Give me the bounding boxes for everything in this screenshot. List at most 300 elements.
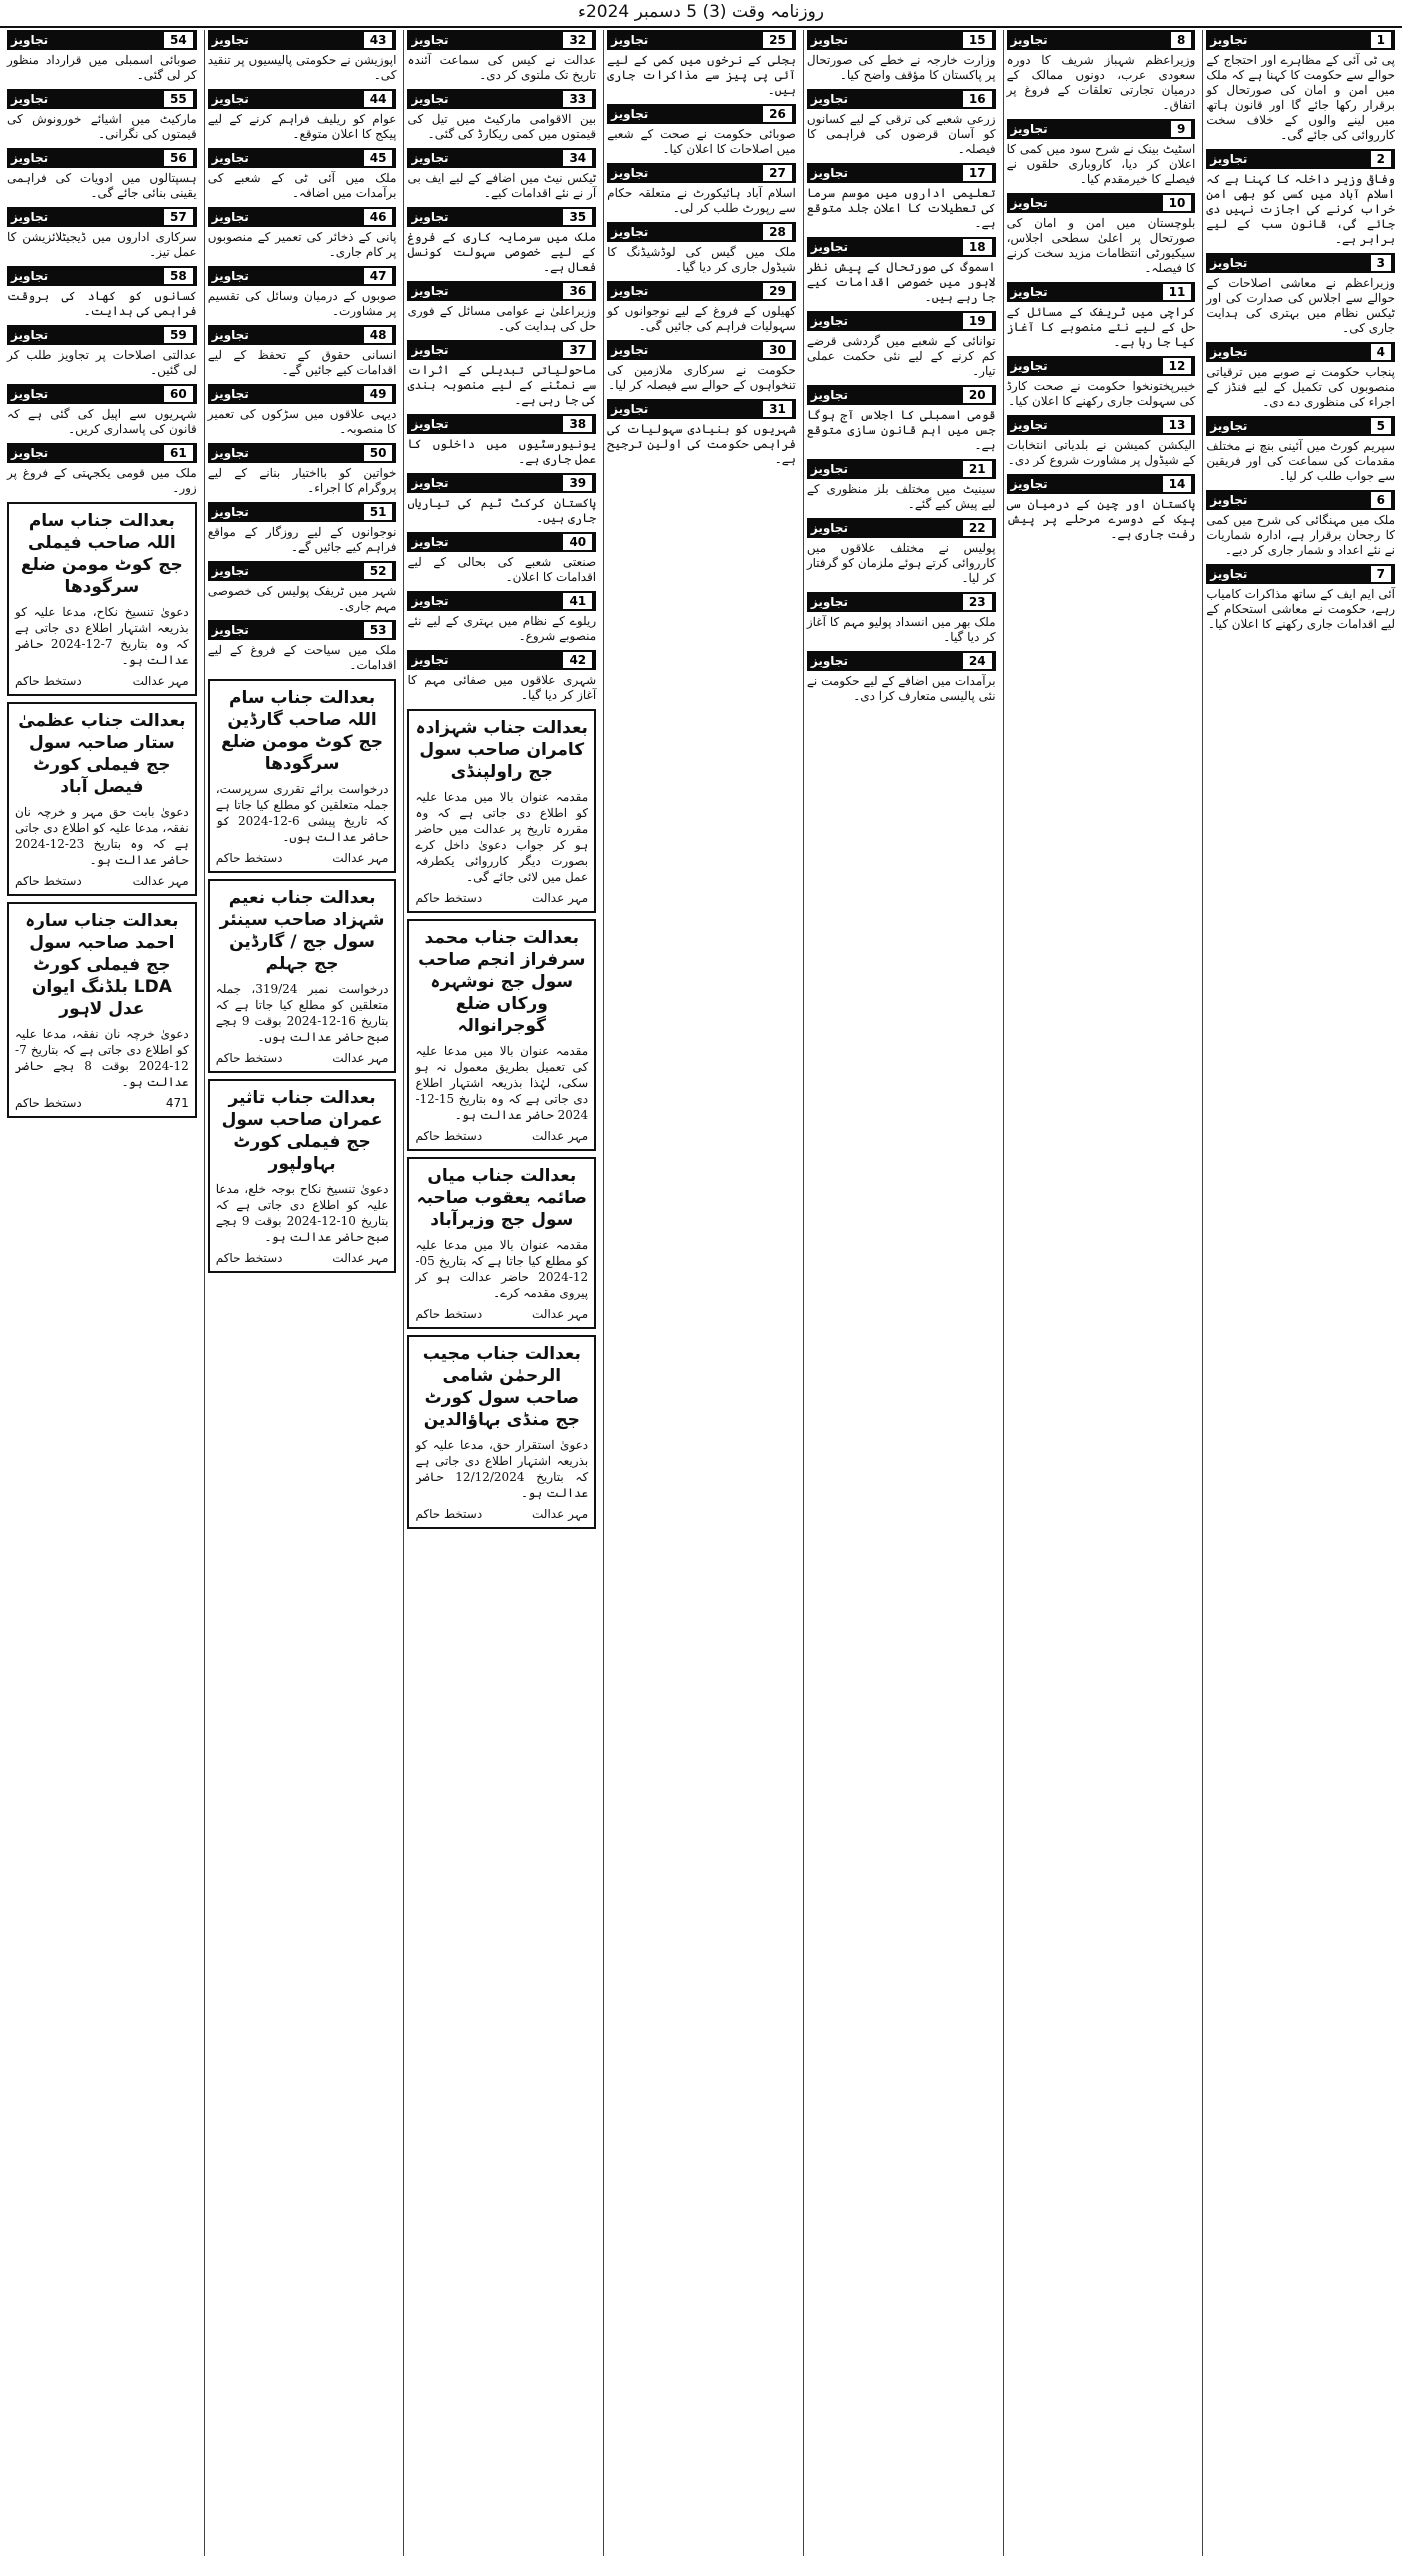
news-item: [407, 148, 596, 201]
item-header: [807, 237, 996, 257]
column-6: [204, 30, 400, 2556]
notice-footer-left: دستخط حاکم: [15, 674, 82, 688]
item-number: 54: [164, 32, 193, 48]
item-section-label: تجاویز: [411, 210, 449, 224]
notice-title: بعدالت جناب نعیم شہزاد صاحب سینئر سول جج / گارڈین جج جہلم: [219, 888, 385, 974]
news-item: [1206, 149, 1395, 247]
item-header: [807, 311, 996, 331]
notice-footer: [415, 1507, 588, 1521]
item-text: حکومت نے سرکاری ملازمین کی تنخواہوں کے حوالے سے فیصلہ کر لیا۔: [607, 363, 796, 392]
item-number: 22: [963, 520, 992, 536]
court-notice: [407, 919, 596, 1151]
item-number: 42: [563, 652, 592, 668]
item-section-label: تجاویز: [211, 151, 249, 165]
item-section-label: تجاویز: [411, 92, 449, 106]
item-header: [1007, 356, 1196, 376]
item-header: [607, 30, 796, 50]
item-text: پولیس نے مختلف علاقوں میں کارروائی کرتے ہوئے ملزمان کو گرفتار کر لیا۔: [806, 541, 996, 585]
news-item: [407, 650, 596, 703]
item-number: 50: [364, 445, 393, 461]
item-header: [208, 561, 397, 581]
item-number: 20: [963, 387, 992, 403]
item-header: [407, 473, 596, 493]
item-number: 60: [164, 386, 193, 402]
notice-body: دعویٰ استقرار حق، مدعا علیہ کو بذریعہ اشتہار اطلاع دی جاتی ہے کہ بتاریخ 12/12/2024 حاضر عدالت ہو۔: [415, 1438, 589, 1500]
item-text: پاکستان کرکٹ ٹیم کی تیاریاں جاری ہیں۔: [407, 496, 597, 525]
news-item: [807, 163, 996, 231]
item-header: [7, 30, 197, 50]
item-header: [1007, 474, 1196, 494]
masthead-title: روزنامہ وقت (3) 5 دسمبر 2024ء: [577, 2, 824, 22]
item-header: [407, 148, 596, 168]
item-text: نوجوانوں کے لیے روزگار کے مواقع فراہم کیے جائیں گے۔: [207, 525, 397, 554]
item-text: ملک میں آئی ٹی کے شعبے کی برآمدات میں اضافہ۔: [207, 171, 397, 200]
item-section-label: تجاویز: [211, 387, 249, 401]
item-text: عوام کو ریلیف فراہم کرنے کے لیے پیکج کا اعلان متوقع۔: [207, 112, 397, 141]
item-text: ہسپتالوں میں ادویات کی فراہمی یقینی بنائی جائے گی۔: [7, 171, 197, 200]
item-text: ملک میں سرمایہ کاری کے فروغ کے لیے خصوصی سہولت کونسل فعال ہے۔: [407, 230, 597, 274]
notice-footer-left: دستخط حاکم: [415, 1307, 483, 1321]
news-item: [7, 384, 197, 437]
news-item: [1007, 474, 1196, 542]
court-notice: [208, 879, 397, 1073]
court-notice: [7, 702, 197, 896]
item-text: وزیراعلیٰ نے عوامی مسائل کے فوری حل کی ہدایت کی۔: [407, 304, 597, 333]
notice-title: بعدالت جناب تاثیر عمران صاحب سول جج فیملی کورٹ بہاولپور: [221, 1088, 383, 1174]
item-number: 24: [963, 653, 992, 669]
item-header: [407, 30, 596, 50]
item-text: پنجاب حکومت نے صوبے میں ترقیاتی منصوبوں کی تکمیل کے لیے فنڈز کے اجراء کی منظوری دے دی۔: [1206, 365, 1395, 409]
notice-footer: [216, 851, 389, 865]
item-text: وزیراعظم نے معاشی اصلاحات کے حوالے سے اجلاس کی صدارت کی اور ٹیکس نظام میں بہتری کی ہدایت جاری کی۔: [1206, 276, 1395, 335]
item-number: 46: [364, 209, 393, 225]
item-header: [1007, 282, 1196, 302]
court-notice: [208, 679, 397, 873]
item-header: [208, 30, 397, 50]
item-header: [7, 89, 197, 109]
item-number: 9: [1171, 121, 1191, 137]
item-header: [7, 207, 197, 227]
news-item: [407, 281, 596, 334]
item-number: 43: [364, 32, 393, 48]
item-text: برآمدات میں اضافے کے لیے حکومت نے نئی پالیسی متعارف کرا دی۔: [806, 674, 996, 703]
item-number: 2: [1371, 151, 1391, 167]
news-item: [7, 89, 197, 142]
column-7: [4, 30, 200, 2556]
item-number: 11: [1163, 284, 1192, 300]
item-section-label: تجاویز: [411, 284, 449, 298]
item-text: اسلام آباد ہائیکورٹ نے متعلقہ حکام سے رپورٹ طلب کر لی۔: [607, 186, 796, 215]
item-section-label: تجاویز: [810, 595, 848, 609]
item-section-label: تجاویز: [211, 446, 249, 460]
item-header: [208, 443, 397, 463]
item-section-label: تجاویز: [11, 387, 49, 401]
notice-footer-left: دستخط حاکم: [215, 851, 283, 865]
item-number: 26: [763, 106, 792, 122]
item-header: [208, 207, 397, 227]
masthead: [0, 0, 1402, 28]
news-item: [1007, 356, 1196, 409]
item-header: [208, 148, 397, 168]
item-text: صوبائی حکومت نے صحت کے شعبے میں اصلاحات کا اعلان کیا۔: [607, 127, 796, 156]
item-header: [607, 340, 796, 360]
item-header: [807, 30, 996, 50]
item-text: خواتین کو بااختیار بنانے کے لیے پروگرام کا اجراء۔: [207, 466, 397, 495]
item-number: 36: [563, 283, 592, 299]
item-section-label: تجاویز: [1010, 418, 1048, 432]
item-header: [407, 207, 596, 227]
item-header: [407, 650, 596, 670]
item-header: [807, 518, 996, 538]
item-number: 3: [1371, 255, 1391, 271]
item-text: قومی اسمبلی کا اجلاس آج ہوگا جس میں اہم قانون سازی متوقع ہے۔: [806, 408, 996, 452]
item-number: 12: [1163, 358, 1192, 374]
item-number: 39: [563, 475, 592, 491]
item-header: [1206, 253, 1395, 273]
item-text: مارکیٹ میں اشیائے خورونوش کی قیمتوں کی نگرانی۔: [7, 112, 197, 141]
notice-body: مقدمہ عنوان بالا میں مدعا علیہ کو اطلاع دی جاتی ہے کہ وہ مقررہ تاریخ پر عدالت میں حاضر ہو کر جواب دعویٰ داخل کرے بصورت دیگر کارروائی یکطرفہ عمل میں لائی جائے گی۔: [415, 790, 589, 884]
notice-footer-left: دستخط حاکم: [215, 1251, 283, 1265]
item-number: 61: [164, 445, 193, 461]
notice-footer-right: مہر عدالت: [332, 1051, 389, 1065]
notice-body: درخواست برائے تقرری سرپرست، جملہ متعلقین کو مطلع کیا جاتا ہے کہ تاریخ پیشی 6-12-2024 کو حاضر عدالت ہوں۔: [215, 782, 389, 844]
news-item: [208, 148, 397, 201]
item-header: [607, 281, 796, 301]
item-header: [807, 651, 996, 671]
item-text: شہریوں سے اپیل کی گئی ہے کہ قانون کی پاسداری کریں۔: [7, 407, 197, 436]
item-header: [7, 266, 197, 286]
item-section-label: تجاویز: [810, 462, 848, 476]
news-item: [807, 237, 996, 305]
item-header: [407, 532, 596, 552]
item-section-label: تجاویز: [611, 33, 649, 47]
notice-title: بعدالت جناب سام اللہ صاحب گارڈین جج کوٹ مومن ضلع سرگودھا: [221, 688, 384, 774]
court-notice: [407, 1335, 596, 1529]
item-text: صوبائی اسمبلی میں قرارداد منظور کر لی گئی۔: [7, 53, 197, 82]
item-text: ریلوے کے نظام میں بہتری کے لیے نئے منصوبے شروع۔: [407, 614, 597, 643]
item-number: 30: [763, 342, 792, 358]
item-section-label: تجاویز: [411, 343, 449, 357]
item-number: 47: [364, 268, 393, 284]
news-item: [7, 207, 197, 260]
news-item: [1206, 253, 1395, 336]
item-header: [208, 620, 397, 640]
news-item: [407, 340, 596, 408]
notice-body: دعویٰ تنسیخ نکاح بوجہ خلع، مدعا علیہ کو اطلاع دی جاتی ہے کہ بتاریخ 10-12-2024 بوقت 9 بجے صبح حاضر عدالت ہو۔: [215, 1182, 389, 1244]
item-text: ملک میں مہنگائی کی شرح میں کمی کا رجحان برقرار ہے، ادارہ شماریات نے نئے اعداد و شمار جاری کر دیے۔: [1206, 513, 1395, 557]
news-item: [7, 266, 197, 319]
item-section-label: تجاویز: [1210, 152, 1248, 166]
column-1: [1202, 30, 1398, 2556]
item-text: عدالتی اصلاحات پر تجاویز طلب کر لی گئیں۔: [7, 348, 197, 377]
item-number: 59: [164, 327, 193, 343]
notice-footer-left: دستخط حاکم: [415, 1129, 483, 1143]
news-item: [407, 414, 596, 467]
item-text: بین الاقوامی مارکیٹ میں تیل کی قیمتوں میں کمی ریکارڈ کی گئی۔: [407, 112, 597, 141]
item-text: یونیورسٹیوں میں داخلوں کا عمل جاری ہے۔: [407, 437, 597, 466]
item-section-label: تجاویز: [11, 151, 49, 165]
court-notice: [7, 902, 197, 1118]
news-item: [807, 385, 996, 453]
item-number: 10: [1163, 195, 1192, 211]
item-section-label: تجاویز: [411, 594, 449, 608]
news-item: [807, 459, 996, 512]
newspaper-page: [4, 30, 1398, 2556]
notice-footer-right: مہر عدالت: [532, 1307, 589, 1321]
item-number: 38: [563, 416, 592, 432]
item-number: 23: [963, 594, 992, 610]
item-section-label: تجاویز: [1210, 493, 1248, 507]
item-header: [7, 384, 197, 404]
notice-footer: [216, 1251, 389, 1265]
item-text: توانائی کے شعبے میں گردشی قرضے کم کرنے کے لیے نئی حکمت عملی تیار۔: [806, 334, 996, 378]
news-item: [807, 311, 996, 379]
item-section-label: تجاویز: [211, 505, 249, 519]
item-section-label: تجاویز: [1210, 345, 1248, 359]
item-text: پاکستان اور چین کے درمیان سی پیک کے دوسرے مرحلے پر پیش رفت جاری ہے۔: [1006, 497, 1196, 541]
news-item: [1206, 564, 1395, 632]
notice-footer-left: دستخط حاکم: [15, 874, 82, 888]
item-section-label: تجاویز: [1210, 567, 1248, 581]
item-text: ماحولیاتی تبدیلی کے اثرات سے نمٹنے کے لیے منصوبہ بندی کی جا رہی ہے۔: [407, 363, 597, 407]
item-number: 48: [364, 327, 393, 343]
item-text: کراچی میں ٹریفک کے مسائل کے حل کے لیے نئے منصوبے کا آغاز کیا جا رہا ہے۔: [1006, 305, 1196, 349]
item-header: [208, 384, 397, 404]
item-header: [807, 592, 996, 612]
item-header: [807, 459, 996, 479]
item-section-label: تجاویز: [411, 535, 449, 549]
news-item: [607, 163, 796, 216]
news-item: [607, 222, 796, 275]
news-item: [407, 30, 596, 83]
item-number: 19: [963, 313, 992, 329]
news-item: [1206, 342, 1395, 410]
news-item: [208, 384, 397, 437]
item-number: 27: [763, 165, 792, 181]
item-header: [1206, 490, 1395, 510]
item-header: [407, 591, 596, 611]
notice-footer: [415, 1307, 588, 1321]
item-text: تعلیمی اداروں میں موسم سرما کی تعطیلات کا اعلان جلد متوقع ہے۔: [806, 186, 996, 230]
item-header: [208, 266, 397, 286]
news-item: [807, 89, 996, 157]
item-section-label: تجاویز: [1010, 285, 1048, 299]
item-number: 21: [963, 461, 992, 477]
court-notice: [208, 1079, 397, 1273]
item-number: 16: [963, 91, 992, 107]
item-section-label: تجاویز: [11, 328, 49, 342]
item-header: [1206, 416, 1395, 436]
item-number: 13: [1163, 417, 1192, 433]
notice-footer-left: دستخط حاکم: [15, 1096, 82, 1110]
item-number: 40: [563, 534, 592, 550]
notice-footer: [415, 891, 588, 905]
notice-footer-right: مہر عدالت: [532, 1507, 589, 1521]
item-section-label: تجاویز: [810, 240, 848, 254]
item-text: اپوزیشن نے حکومتی پالیسیوں پر تنقید کی۔: [207, 53, 397, 82]
item-text: انسانی حقوق کے تحفظ کے لیے اقدامات کیے جائیں گے۔: [207, 348, 397, 377]
item-header: [1007, 193, 1196, 213]
item-number: 18: [963, 239, 992, 255]
news-item: [7, 325, 197, 378]
item-section-label: تجاویز: [611, 166, 649, 180]
item-header: [1007, 119, 1196, 139]
item-number: 55: [164, 91, 193, 107]
news-item: [208, 443, 397, 496]
item-header: [407, 340, 596, 360]
notice-body: دعویٰ بابت حق مہر و خرچہ نان نفقہ، مدعا علیہ کو اطلاع دی جاتی ہے کہ وہ بتاریخ 23-12-2024 حاضر عدالت ہو۔: [15, 805, 189, 867]
item-text: کھیلوں کے فروغ کے لیے نوجوانوں کو سہولیات فراہم کی جائیں گی۔: [607, 304, 796, 333]
item-header: [7, 443, 197, 463]
item-text: وزارت خارجہ نے خطے کی صورتحال پر پاکستان کا مؤقف واضح کیا۔: [806, 53, 996, 82]
news-item: [208, 30, 397, 83]
item-section-label: تجاویز: [810, 92, 848, 106]
item-text: صنعتی شعبے کی بحالی کے لیے اقدامات کا اعلان۔: [407, 555, 597, 584]
notice-footer-left: دستخط حاکم: [415, 891, 483, 905]
item-section-label: تجاویز: [411, 417, 449, 431]
item-text: اسٹیٹ بینک نے شرح سود میں کمی کا اعلان کر دیا، کاروباری حلقوں نے فیصلے کا خیرمقدم کیا۔: [1006, 142, 1196, 186]
news-item: [7, 443, 197, 496]
item-section-label: تجاویز: [810, 388, 848, 402]
court-notice: [407, 1157, 596, 1329]
item-number: 4: [1371, 344, 1391, 360]
item-header: [208, 325, 397, 345]
news-item: [407, 207, 596, 275]
news-item: [208, 502, 397, 555]
item-section-label: تجاویز: [611, 225, 649, 239]
news-item: [607, 104, 796, 157]
notice-title: بعدالت جناب شہزادہ کامران صاحب سول جج راولپنڈی: [415, 718, 588, 782]
item-section-label: تجاویز: [11, 210, 49, 224]
column-3: [803, 30, 999, 2556]
item-section-label: تجاویز: [11, 446, 49, 460]
news-item: [7, 30, 197, 83]
news-item: [807, 651, 996, 704]
item-number: 58: [164, 268, 193, 284]
item-header: [1206, 564, 1395, 584]
item-header: [807, 89, 996, 109]
item-section-label: تجاویز: [611, 284, 649, 298]
item-section-label: تجاویز: [11, 92, 49, 106]
item-text: وزیراعظم شہباز شریف کا دورہ سعودی عرب، دونوں ممالک کے درمیان تجارتی تعلقات کے فروغ پر اتفاق۔: [1006, 53, 1196, 112]
notice-title: بعدالت جناب سارہ احمد صاحبہ سول جج فیملی کورٹ LDA بلڈنگ ایوان عدل لاہور: [25, 911, 179, 1019]
news-item: [407, 473, 596, 526]
item-number: 35: [563, 209, 592, 225]
item-text: شہری علاقوں میں صفائی مہم کا آغاز کر دیا گیا۔: [407, 673, 597, 702]
notice-title: بعدالت جناب محمد سرفراز انجم صاحب سول جج نوشہرہ ورکاں ضلع گوجرانوالہ: [418, 928, 586, 1036]
item-text: بلوچستان میں امن و امان کی صورتحال پر اعلیٰ سطحی اجلاس، سیکیورٹی انتظامات مزید سخت کرنے کا فیصلہ۔: [1006, 216, 1196, 275]
item-header: [607, 104, 796, 124]
item-section-label: تجاویز: [211, 210, 249, 224]
item-number: 15: [963, 32, 992, 48]
news-item: [1007, 30, 1196, 113]
notice-footer-left: دستخط حاکم: [415, 1507, 483, 1521]
item-section-label: تجاویز: [211, 33, 249, 47]
item-section-label: تجاویز: [1010, 477, 1048, 491]
item-text: اسموگ کی صورتحال کے پیش نظر لاہور میں خصوصی اقدامات کیے جا رہے ہیں۔: [806, 260, 996, 304]
item-header: [1007, 30, 1196, 50]
court-notice: [407, 709, 596, 913]
item-number: 37: [563, 342, 592, 358]
item-number: 14: [1163, 476, 1192, 492]
item-text: سپریم کورٹ میں آئینی بنچ نے مختلف مقدمات کی سماعت کی اور فریقین سے جواب طلب کر لیا۔: [1206, 439, 1395, 483]
item-header: [1206, 149, 1395, 169]
item-section-label: تجاویز: [611, 343, 649, 357]
item-number: 33: [563, 91, 592, 107]
notice-footer: [15, 674, 189, 688]
news-item: [407, 591, 596, 644]
item-section-label: تجاویز: [611, 402, 649, 416]
item-text: ملک میں گیس کی لوڈشیڈنگ کا شیڈول جاری کر دیا گیا۔: [607, 245, 796, 274]
news-item: [1206, 30, 1395, 143]
item-text: عدالت نے کیس کی سماعت آئندہ تاریخ تک ملتوی کر دی۔: [407, 53, 597, 82]
notice-footer: [15, 874, 189, 888]
item-section-label: تجاویز: [1010, 33, 1048, 47]
item-section-label: تجاویز: [1010, 359, 1048, 373]
item-number: 45: [364, 150, 393, 166]
item-text: ملک میں سیاحت کے فروغ کے لیے اقدامات۔: [207, 643, 397, 672]
item-text: ٹیکس نیٹ میں اضافے کے لیے ایف بی آر نے نئے اقدامات کیے۔: [407, 171, 597, 200]
notice-title: بعدالت جناب میاں صائمہ یعقوب صاحبہ سول جج وزیرآباد: [416, 1166, 587, 1230]
column-2: [1003, 30, 1199, 2556]
item-number: 34: [563, 150, 592, 166]
item-section-label: تجاویز: [211, 564, 249, 578]
item-number: 6: [1371, 492, 1391, 508]
item-section-label: تجاویز: [411, 653, 449, 667]
item-number: 5: [1371, 418, 1391, 434]
item-text: ملک بھر میں انسداد پولیو مہم کا آغاز کر دیا گیا۔: [806, 615, 996, 644]
notice-footer-right: مہر عدالت: [332, 1251, 389, 1265]
item-section-label: تجاویز: [1010, 122, 1048, 136]
item-header: [607, 163, 796, 183]
item-section-label: تجاویز: [411, 33, 449, 47]
news-item: [208, 207, 397, 260]
news-item: [208, 561, 397, 614]
item-number: 7: [1371, 566, 1391, 582]
notice-title: بعدالت جناب مجیب الرحمٰن شامی صاحب سول کورٹ جج منڈی بہاؤالدین: [422, 1344, 581, 1430]
item-section-label: تجاویز: [11, 33, 49, 47]
notice-title: بعدالت جناب عظمیٰ ستار صاحبہ سول جج فیملی کورٹ فیصل آباد: [18, 711, 186, 797]
news-item: [208, 325, 397, 378]
news-item: [407, 532, 596, 585]
notice-footer-left: دستخط حاکم: [215, 1051, 283, 1065]
item-text: ملک میں قومی یکجہتی کے فروغ پر زور۔: [7, 466, 197, 495]
news-item: [807, 518, 996, 586]
news-item: [1007, 282, 1196, 350]
item-section-label: تجاویز: [211, 269, 249, 283]
item-header: [607, 222, 796, 242]
item-text: شہریوں کو بنیادی سہولیات کی فراہمی حکومت کی اولین ترجیح ہے۔: [607, 422, 796, 466]
news-item: [607, 399, 796, 467]
item-text: وفاقی وزیر داخلہ کا کہنا ہے کہ اسلام آباد میں کسی کو بھی امن خراب کرنے کی اجازت نہیں دی جائے گی، قانون سب کے لیے برابر ہے۔: [1206, 172, 1395, 246]
item-section-label: تجاویز: [11, 269, 49, 283]
item-number: 8: [1171, 32, 1191, 48]
notice-footer-right: مہر عدالت: [332, 851, 389, 865]
item-number: 28: [763, 224, 792, 240]
item-number: 32: [563, 32, 592, 48]
item-text: صوبوں کے درمیان وسائل کی تقسیم پر مشاورت۔: [207, 289, 397, 318]
notice-footer-right: مہر عدالت: [132, 674, 189, 688]
news-item: [607, 30, 796, 98]
item-number: 51: [364, 504, 393, 520]
news-item: [607, 340, 796, 393]
item-text: دیہی علاقوں میں سڑکوں کی تعمیر کا منصوبہ۔: [207, 407, 397, 436]
item-number: 56: [164, 150, 193, 166]
item-section-label: تجاویز: [1210, 256, 1248, 270]
item-text: الیکشن کمیشن نے بلدیاتی انتخابات کے شیڈول پر مشاورت شروع کر دی۔: [1006, 438, 1196, 467]
item-header: [407, 414, 596, 434]
news-item: [807, 30, 996, 83]
